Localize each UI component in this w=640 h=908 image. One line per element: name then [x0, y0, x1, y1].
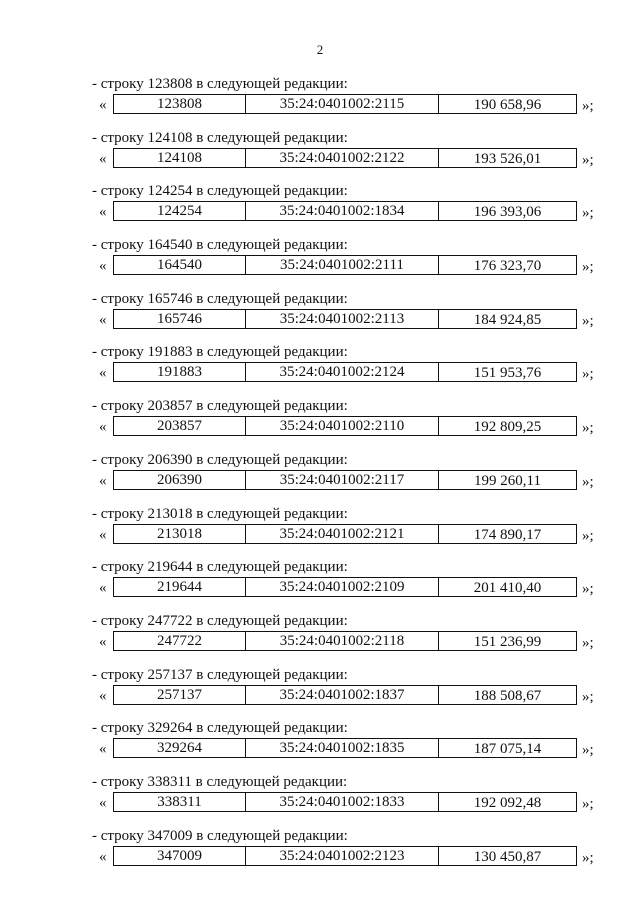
close-quote: »;	[582, 795, 594, 812]
close-quote: »;	[582, 259, 594, 276]
row-table	[113, 846, 577, 866]
row-table	[113, 470, 577, 490]
cell-cadastral: 35:24:0401002:2122	[246, 149, 439, 167]
open-quote: «	[99, 204, 107, 221]
cell-number: 213018	[114, 525, 246, 543]
entry	[0, 828, 640, 882]
row-table	[113, 416, 577, 436]
entry	[0, 130, 640, 184]
row-table	[113, 255, 577, 275]
cell-number: 124254	[114, 202, 246, 220]
entry-caption	[92, 828, 348, 845]
cell-cadastral: 35:24:0401002:2121	[246, 525, 439, 543]
caption-suffix: в следующей редакции:	[196, 129, 348, 146]
cell-value: 151 953,76	[473, 365, 542, 382]
caption-suffix: в следующей редакции:	[196, 666, 348, 683]
table-row	[0, 309, 640, 331]
caption-number: 123808	[147, 76, 193, 92]
caption-number: 165746	[147, 290, 193, 307]
page-number: 2	[316, 42, 324, 57]
cell-cadastral: 35:24:0401002:1833	[246, 793, 439, 811]
caption-number: 338311	[147, 773, 192, 790]
row-table	[113, 148, 577, 168]
cell-value: 151 236,99	[473, 633, 542, 650]
caption-prefix: - строку	[92, 237, 144, 254]
row-table	[113, 685, 577, 705]
table-row	[0, 846, 640, 868]
cell-value: 188 508,67	[473, 687, 542, 704]
close-quote: »;	[582, 98, 594, 114]
cell-cadastral: 35:24:0401002:2110	[246, 417, 439, 435]
caption-prefix: - строку	[92, 76, 144, 92]
caption-suffix: в следующей редакции:	[196, 720, 348, 737]
caption-number: 247722	[147, 612, 193, 629]
caption-suffix: в следующей редакции:	[196, 505, 348, 522]
table-row	[0, 416, 640, 438]
entry	[0, 774, 640, 828]
row-table	[113, 792, 577, 812]
cell-cadastral: 35:24:0401002:2111	[246, 256, 439, 274]
caption-number: 347009	[147, 827, 193, 844]
table-row	[0, 738, 640, 760]
caption-suffix: в следующей редакции:	[196, 612, 348, 629]
cell-number: 206390	[114, 471, 246, 489]
caption-suffix: в следующей редакции:	[195, 773, 348, 790]
cell-number: 347009	[114, 847, 246, 865]
cell-value: 196 393,06	[473, 204, 542, 221]
close-quote: »;	[582, 688, 594, 705]
cell-cadastral: 35:24:0401002:2123	[246, 847, 439, 865]
cell-number: 329264	[114, 739, 246, 757]
entry	[0, 398, 640, 452]
row-table	[113, 577, 577, 597]
table-row	[0, 148, 640, 170]
cell-value: 192 809,25	[473, 419, 542, 436]
cell-value: 199 260,11	[474, 472, 541, 489]
caption-prefix: - строку	[92, 559, 144, 576]
caption-suffix: в следующей редакции:	[196, 76, 348, 92]
row-table	[113, 738, 577, 758]
caption-suffix: в следующей редакции:	[196, 559, 348, 576]
caption-number: 219644	[147, 559, 193, 576]
cell-number: 164540	[114, 256, 246, 274]
caption-number: 329264	[147, 720, 193, 737]
caption-prefix: - строку	[92, 612, 144, 629]
close-quote: »;	[582, 366, 594, 383]
open-quote: «	[99, 365, 107, 382]
cell-value: 193 526,01	[473, 150, 542, 167]
entry	[0, 559, 640, 613]
entry-caption	[92, 76, 348, 93]
cell-value: 176 323,70	[473, 258, 542, 275]
cell-number: 123808	[114, 95, 246, 113]
table-row	[0, 470, 640, 492]
open-quote: «	[99, 258, 107, 275]
caption-prefix: - строку	[92, 827, 144, 844]
open-quote: «	[99, 150, 107, 167]
caption-prefix: - строку	[92, 773, 144, 790]
table-row	[0, 577, 640, 599]
cell-cadastral: 35:24:0401002:2124	[246, 363, 439, 381]
cell-cadastral: 35:24:0401002:1834	[246, 202, 439, 220]
cell-value: 174 890,17	[473, 526, 542, 543]
caption-prefix: - строку	[92, 398, 144, 415]
cell-cadastral: 35:24:0401002:2118	[246, 632, 439, 650]
cell-cadastral: 35:24:0401002:2109	[246, 578, 439, 596]
entry-caption	[92, 720, 348, 737]
caption-prefix: - строку	[92, 129, 144, 146]
entry	[0, 237, 640, 291]
cell-value: 190 658,96	[473, 97, 542, 113]
cell-number: 247722	[114, 632, 246, 650]
entry-caption	[92, 183, 348, 200]
caption-suffix: в следующей редакции:	[196, 183, 348, 200]
row-table	[113, 362, 577, 382]
cell-cadastral: 35:24:0401002:1837	[246, 686, 439, 704]
entry	[0, 506, 640, 560]
caption-prefix: - строку	[92, 666, 144, 683]
table-row	[0, 524, 640, 546]
cell-value: 187 075,14	[473, 741, 542, 758]
cell-number: 191883	[114, 363, 246, 381]
entry	[0, 76, 640, 130]
caption-prefix: - строку	[92, 344, 144, 361]
row-table	[113, 309, 577, 329]
open-quote: «	[99, 97, 107, 113]
caption-suffix: в следующей редакции:	[196, 398, 348, 415]
caption-number: 257137	[147, 666, 193, 683]
entry-caption	[92, 774, 347, 791]
entry-caption	[92, 667, 348, 684]
cell-number: 219644	[114, 578, 246, 596]
close-quote: »;	[582, 205, 594, 222]
open-quote: «	[99, 794, 107, 811]
caption-suffix: в следующей редакции:	[196, 344, 348, 361]
close-quote: »;	[582, 849, 594, 866]
entry-caption	[92, 506, 348, 523]
entry	[0, 344, 640, 398]
entry	[0, 720, 640, 774]
caption-number: 124108	[147, 129, 193, 146]
entry-caption	[92, 398, 348, 415]
cell-cadastral: 35:24:0401002:2115	[246, 95, 439, 113]
close-quote: »;	[582, 634, 594, 651]
entry-caption	[92, 291, 348, 308]
open-quote: «	[99, 472, 107, 489]
cell-cadastral: 35:24:0401002:2113	[246, 310, 439, 328]
close-quote: »;	[582, 312, 594, 329]
cell-value: 201 410,40	[473, 580, 542, 597]
cell-number: 257137	[114, 686, 246, 704]
entry-caption	[92, 130, 348, 147]
open-quote: «	[99, 311, 107, 328]
open-quote: «	[99, 580, 107, 597]
caption-suffix: в следующей редакции:	[196, 237, 348, 254]
table-row	[0, 94, 640, 116]
entries-list	[0, 76, 640, 881]
caption-number: 164540	[147, 237, 193, 254]
open-quote: «	[99, 687, 107, 704]
open-quote: «	[99, 526, 107, 543]
caption-prefix: - строку	[92, 183, 144, 200]
row-table	[113, 631, 577, 651]
caption-prefix: - строку	[92, 505, 144, 522]
caption-suffix: в следующей редакции:	[196, 451, 348, 468]
caption-prefix: - строку	[92, 290, 144, 307]
caption-number: 213018	[147, 505, 193, 522]
table-row	[0, 685, 640, 707]
entry	[0, 667, 640, 721]
cell-value: 184 924,85	[473, 311, 542, 328]
close-quote: »;	[582, 742, 594, 759]
caption-suffix: в следующей редакции:	[196, 290, 348, 307]
entry-caption	[92, 613, 348, 630]
cell-cadastral: 35:24:0401002:1835	[246, 739, 439, 757]
open-quote: «	[99, 848, 107, 865]
close-quote: »;	[582, 527, 594, 544]
cell-value: 192 092,48	[473, 794, 542, 811]
open-quote: «	[99, 419, 107, 436]
cell-number: 165746	[114, 310, 246, 328]
caption-prefix: - строку	[92, 720, 144, 737]
entry-caption	[92, 559, 348, 576]
cell-value: 130 450,87	[473, 848, 542, 865]
table-row	[0, 362, 640, 384]
cell-number: 338311	[114, 793, 246, 811]
cell-cadastral: 35:24:0401002:2117	[246, 471, 439, 489]
table-row	[0, 631, 640, 653]
row-table	[113, 201, 577, 221]
caption-number: 191883	[147, 344, 193, 361]
caption-number: 203857	[147, 398, 193, 415]
open-quote: «	[99, 741, 107, 758]
close-quote: »;	[582, 581, 594, 598]
table-row	[0, 201, 640, 223]
entry	[0, 613, 640, 667]
entry-caption	[92, 452, 348, 469]
caption-number: 206390	[147, 451, 193, 468]
close-quote: »;	[582, 473, 594, 490]
close-quote: »;	[582, 151, 594, 168]
table-row	[0, 255, 640, 277]
caption-number: 124254	[147, 183, 193, 200]
close-quote: »;	[582, 420, 594, 437]
caption-suffix: в следующей редакции:	[196, 827, 348, 844]
caption-prefix: - строку	[92, 451, 144, 468]
entry	[0, 183, 640, 237]
cell-number: 124108	[114, 149, 246, 167]
table-row	[0, 792, 640, 814]
entry-caption	[92, 344, 348, 361]
entry-caption	[92, 237, 348, 254]
row-table	[113, 94, 577, 114]
entry	[0, 452, 640, 506]
open-quote: «	[99, 633, 107, 650]
row-table	[113, 524, 577, 544]
entry	[0, 291, 640, 345]
cell-number: 203857	[114, 417, 246, 435]
